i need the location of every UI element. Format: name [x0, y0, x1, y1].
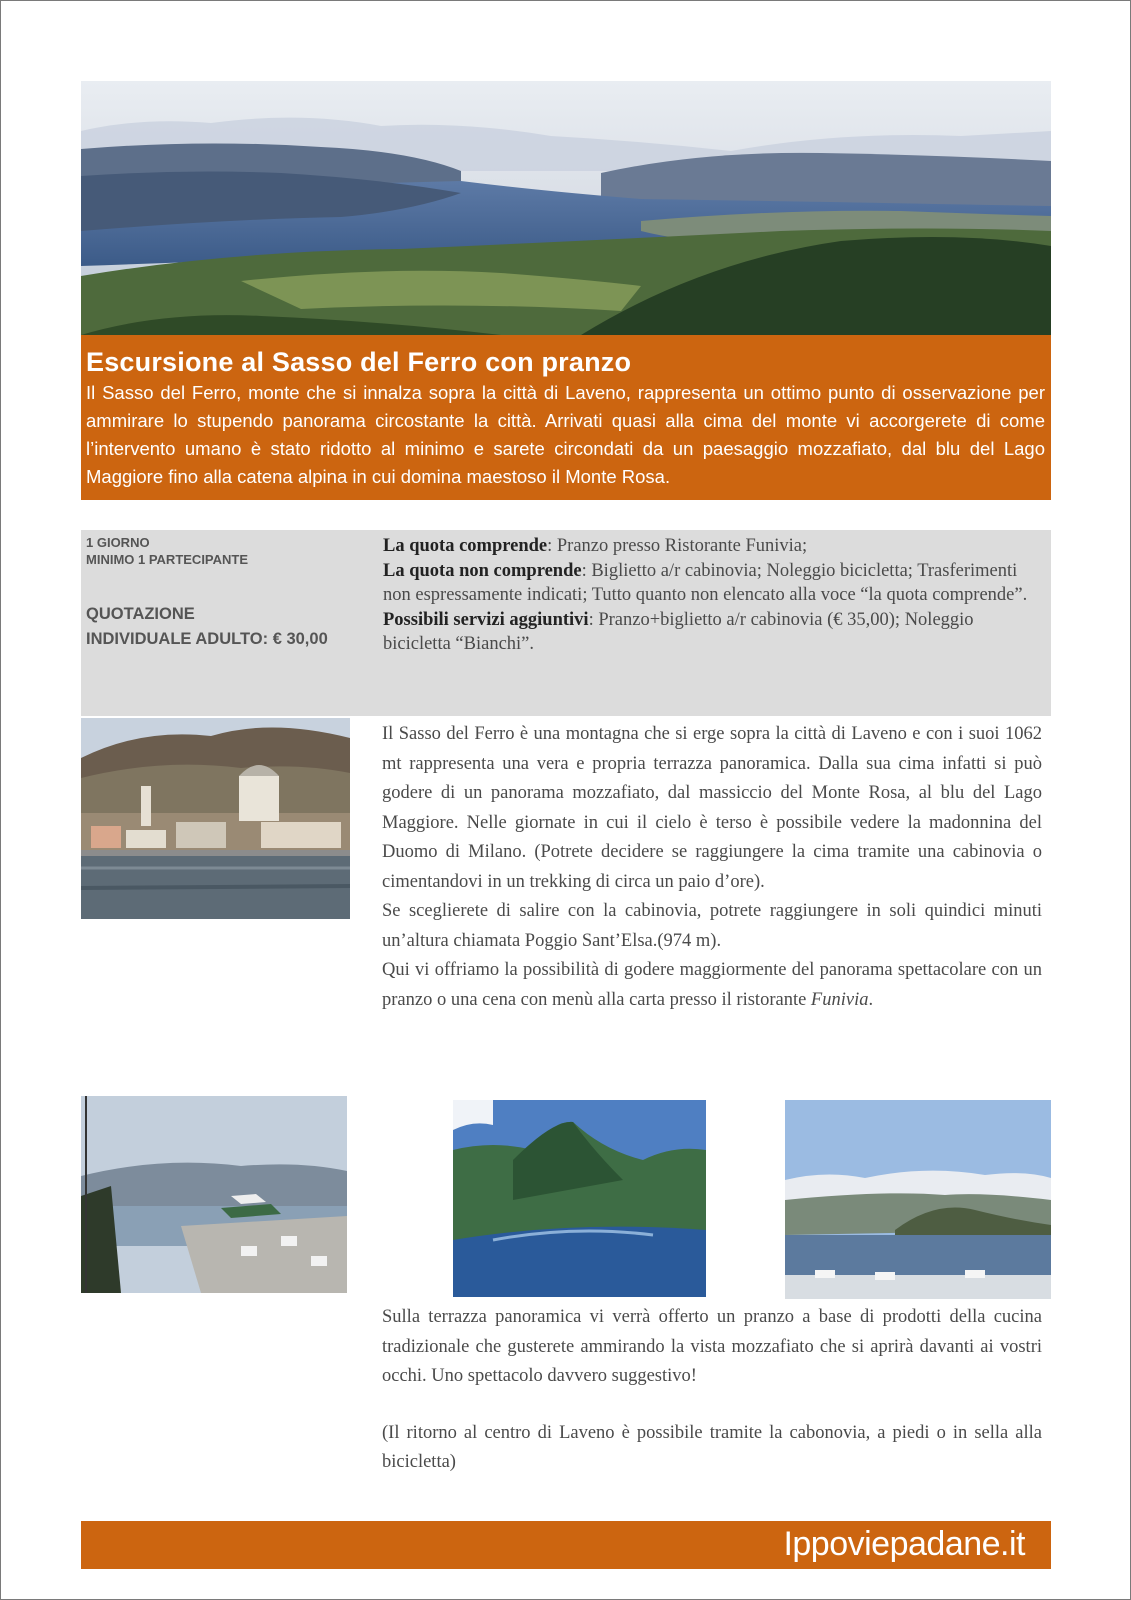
intro-text: Il Sasso del Ferro, monte che si innalza sopra la città di Laveno, rappresenta un ottimo punto di osservazione per ammirare lo stupendo panorama circostante la città. Arrivati quasi alla cima del monte vi accorgerete di come l’intervento umano è stato ridotto al minimo e sarete circondati da un paesaggio mozzafiato, dal blu del Lago Maggiore fino alla catena alpina in cui domina maestoso il Monte Rosa.	[86, 382, 1045, 487]
main-paragraph-2: Se sceglierete di salire con la cabinovia, potrete raggiungere in soli quindici minuti un’altura chiamata Poggio Sant’Elsa.(974 m).	[382, 901, 1042, 951]
extras-line	[383, 608, 1043, 657]
terrace-photo	[81, 1096, 347, 1293]
quote-label: QUOTAZIONE	[86, 605, 195, 623]
trip-summary	[86, 534, 366, 652]
closing-paragraph-2: (Il ritorno al centro di Laveno è possibile tramite la cabonovia, a piedi o in sella alla bicicletta)	[382, 1422, 1042, 1472]
alps-view-photo	[785, 1100, 1051, 1299]
main-description	[382, 720, 1042, 1015]
laveno-town-photo	[81, 718, 350, 919]
extras-label: Possibili servizi aggiuntivi	[383, 609, 589, 630]
includes-label: La quota comprende	[383, 536, 548, 556]
footer-band	[81, 1521, 1051, 1569]
quote-details	[383, 534, 1043, 657]
page-title: Escursione al Sasso del Ferro con pranzo	[86, 347, 632, 377]
title-band	[81, 335, 1051, 500]
lake-mountain-photo	[453, 1100, 706, 1297]
includes-text: : Pranzo presso Ristorante Funivia;	[547, 536, 808, 556]
footer-brand[interactable]: Ippoviepadane.it	[783, 1525, 1025, 1563]
duration-label: 1 GIORNO	[86, 535, 150, 550]
info-band	[81, 530, 1051, 716]
closing-description	[382, 1303, 1042, 1478]
extras-text: : Pranzo+biglietto a/r cabinovia (€ 35,00); Noleggio bicicletta “Bianchi”.	[383, 609, 974, 654]
main-paragraph-1: Il Sasso del Ferro è una montagna che si erge sopra la città di Laveno e con i suoi 1062 mt rappresenta una vera e propria terrazza panoramica. Dalla sua cima infatti si può godere di un panorama mozzafiato, dal massiccio del Monte Rosa, al blu del Lago Maggiore. Nelle giornate in cui il cielo è terso è possibile vedere la madonnina del Duomo di Milano. (Potrete decidere se raggiungere la cima tramite una cabinovia o cimentandovi in un trekking di circa un paio d’ore).	[382, 724, 1042, 892]
min-participants-label: MINIMO 1 PARTECIPANTE	[86, 552, 249, 567]
excludes-text: : Biglietto a/r cabinovia; Noleggio bicicletta; Trasferimenti non espressamente indicati; Tutto quanto non elencato alla voce “la quota comprende”.	[383, 560, 1028, 605]
price-block	[86, 602, 366, 652]
restaurant-name: Funivia	[810, 989, 869, 1010]
excludes-line	[383, 559, 1043, 608]
includes-line	[383, 534, 1043, 559]
main-paragraph-3-end: .	[868, 989, 874, 1010]
excludes-label: La quota non comprende	[383, 560, 582, 581]
closing-paragraph-1: Sulla terrazza panoramica vi verrà offerto un pranzo a base di prodotti della cucina tradizionale che gusterete ammirando la vista mozzafiato che si aprirà davanti ai vostri occhi. Uno spettacolo davvero suggestivo!	[382, 1307, 1042, 1386]
lake-panorama-photo	[81, 81, 1051, 335]
main-paragraph-3	[382, 956, 1042, 1015]
main-paragraph-3-text: Qui vi offriamo la possibilità di godere maggiormente del panorama spettacolare con un pranzo o una cena con menù alla carta presso il ristorante	[382, 960, 1042, 1010]
adult-price: INDIVIDUALE ADULTO: € 30,00	[86, 630, 328, 648]
